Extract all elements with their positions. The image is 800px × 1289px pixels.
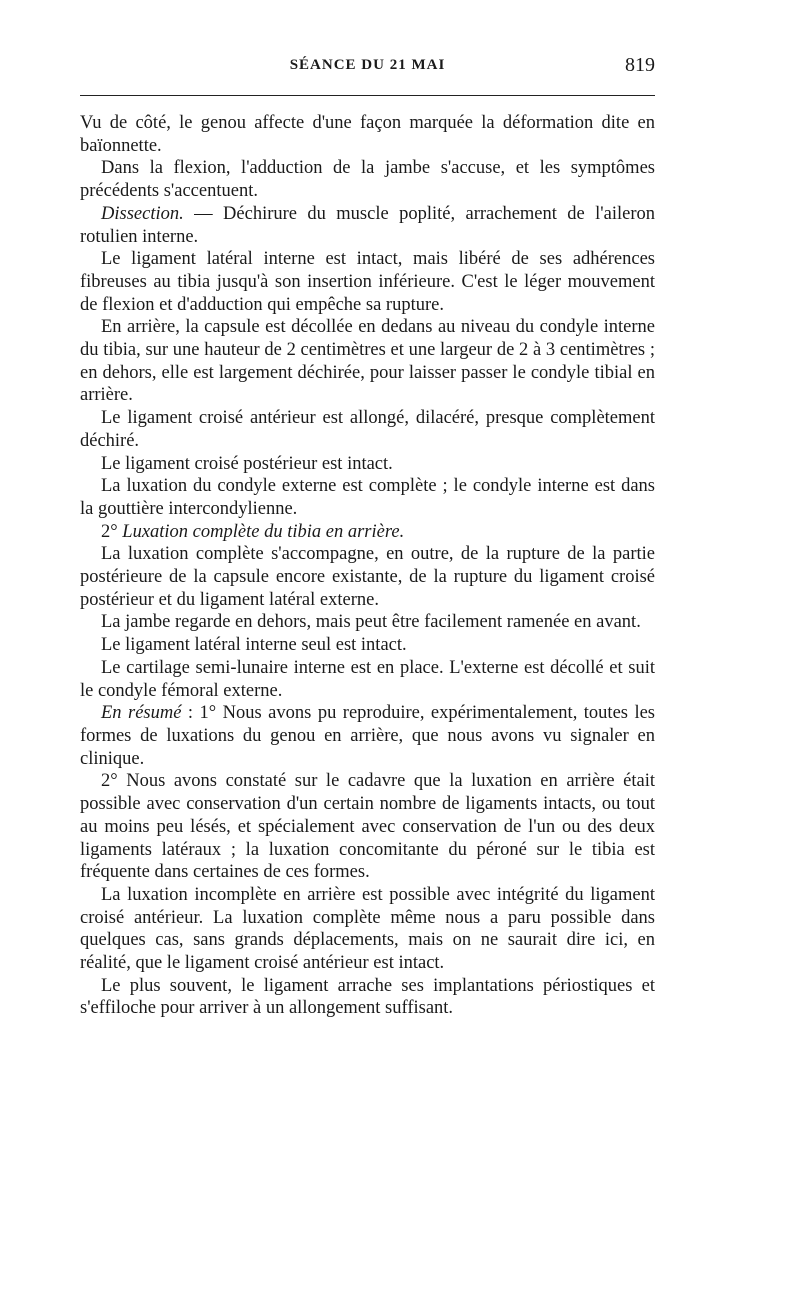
section-heading [80, 521, 655, 544]
paragraph-14 [80, 702, 655, 770]
paragraph-11 [80, 611, 655, 634]
paragraph-12-text: Le ligament latéral interne seul est intact. [101, 635, 407, 656]
paragraph-8-text: La luxation du condyle externe est complète ; le condyle interne est dans la gouttière intercondylienne. [80, 476, 655, 519]
paragraph-4-text: Le ligament latéral interne est intact, mais libéré de ses adhérences fibreuses au tibia jusqu'à son insertion inférieure. C'est le léger mouvement de flexion et d'adduction qui empêche sa rupture. [80, 249, 655, 315]
paragraph-15 [80, 770, 655, 884]
paragraph-8 [80, 475, 655, 520]
paragraph-11-text: La jambe regarde en dehors, mais peut être facilement ramenée en avant. [101, 612, 641, 633]
paragraph-13-text: Le cartilage semi-lunaire interne est en place. L'externe est décollé et suit le condyle fémoral externe. [80, 657, 655, 701]
paragraph-17 [80, 975, 655, 1020]
section-heading-text: Luxation complète du tibia en arrière. [122, 521, 405, 542]
paragraph-12 [80, 634, 655, 657]
paragraph-6-text: Le ligament croisé antérieur est allongé, dilacéré, presque complètement déchiré. [80, 408, 655, 451]
paragraph-17-text: Le plus souvent, le ligament arrache ses implantations périostiques et s'effiloche pour arriver à un allongement suffisant. [80, 975, 655, 1019]
body-text [80, 112, 655, 1020]
paragraph-3-text: — Déchirure du muscle poplité, arrachement de l'aileron rotulien interne. [80, 203, 655, 247]
paragraph-10-text: La luxation complète s'accompagne, en outre, de la rupture de la partie postérieure de la capsule encore existante, de la rupture du ligament croisé postérieur et du ligament latéral externe. [80, 544, 655, 610]
paragraph-5-text: En arrière, la capsule est décollée en dedans au niveau du condyle interne du tibia, sur une hauteur de 2 centimètres et une largeur de 2 à 3 centimètres ; en dehors, elle est largement déchirée, pour laisser passer le condyle tibial en arrière. [80, 317, 655, 406]
paragraph-16 [80, 884, 655, 975]
running-head: SÉANCE DU 21 MAI [289, 57, 446, 73]
paragraph-1 [80, 112, 655, 157]
paragraph-1-text: Vu de côté, le genou affecte d'une façon marquée la déformation dite en baïonnette. [80, 113, 655, 156]
paragraph-3 [80, 203, 655, 248]
paragraph-14-lead: En résumé [101, 703, 182, 724]
section-heading-number: 2° [101, 521, 123, 542]
paragraph-3-lead: Dissection. [101, 203, 184, 224]
header-rule [80, 95, 655, 96]
paragraph-13 [80, 657, 655, 702]
page-header [80, 52, 655, 82]
paragraph-15-text: 2° Nous avons constaté sur le cadavre que la luxation en arrière était possible avec conservation d'un certain nombre de ligaments intacts, ou tout au moins peu lésés, et spécialement avec conservation de l'un ou des deux ligaments latéraux ; la luxation concomitante du péroné sur le tibia est fréquente dans certaines de ces formes. [80, 771, 655, 883]
paragraph-10 [80, 543, 655, 611]
paragraph-14-text: : 1° Nous avons pu reproduire, expérimentalement, toutes les formes de luxations du genou en arrière, que nous avons vu signaler en clinique. [80, 703, 655, 769]
paragraph-16-text: La luxation incomplète en arrière est possible avec intégrité du ligament croisé antérieur. La luxation complète même nous a paru possible dans quelques cas, sans grands déplacements, mais on ne saurait dire ici, en réalité, que le ligament croisé antérieur est intact. [80, 884, 655, 974]
paragraph-7 [80, 453, 655, 476]
paragraph-7-text: Le ligament croisé postérieur est intact. [101, 453, 393, 474]
paragraph-2-text: Dans la flexion, l'adduction de la jambe s'accuse, et les symptômes précédents s'accentuent. [80, 158, 655, 202]
paragraph-4 [80, 248, 655, 316]
paragraph-5 [80, 316, 655, 407]
paragraph-6 [80, 407, 655, 452]
page-number: 819 [625, 54, 655, 76]
paragraph-2 [80, 157, 655, 202]
